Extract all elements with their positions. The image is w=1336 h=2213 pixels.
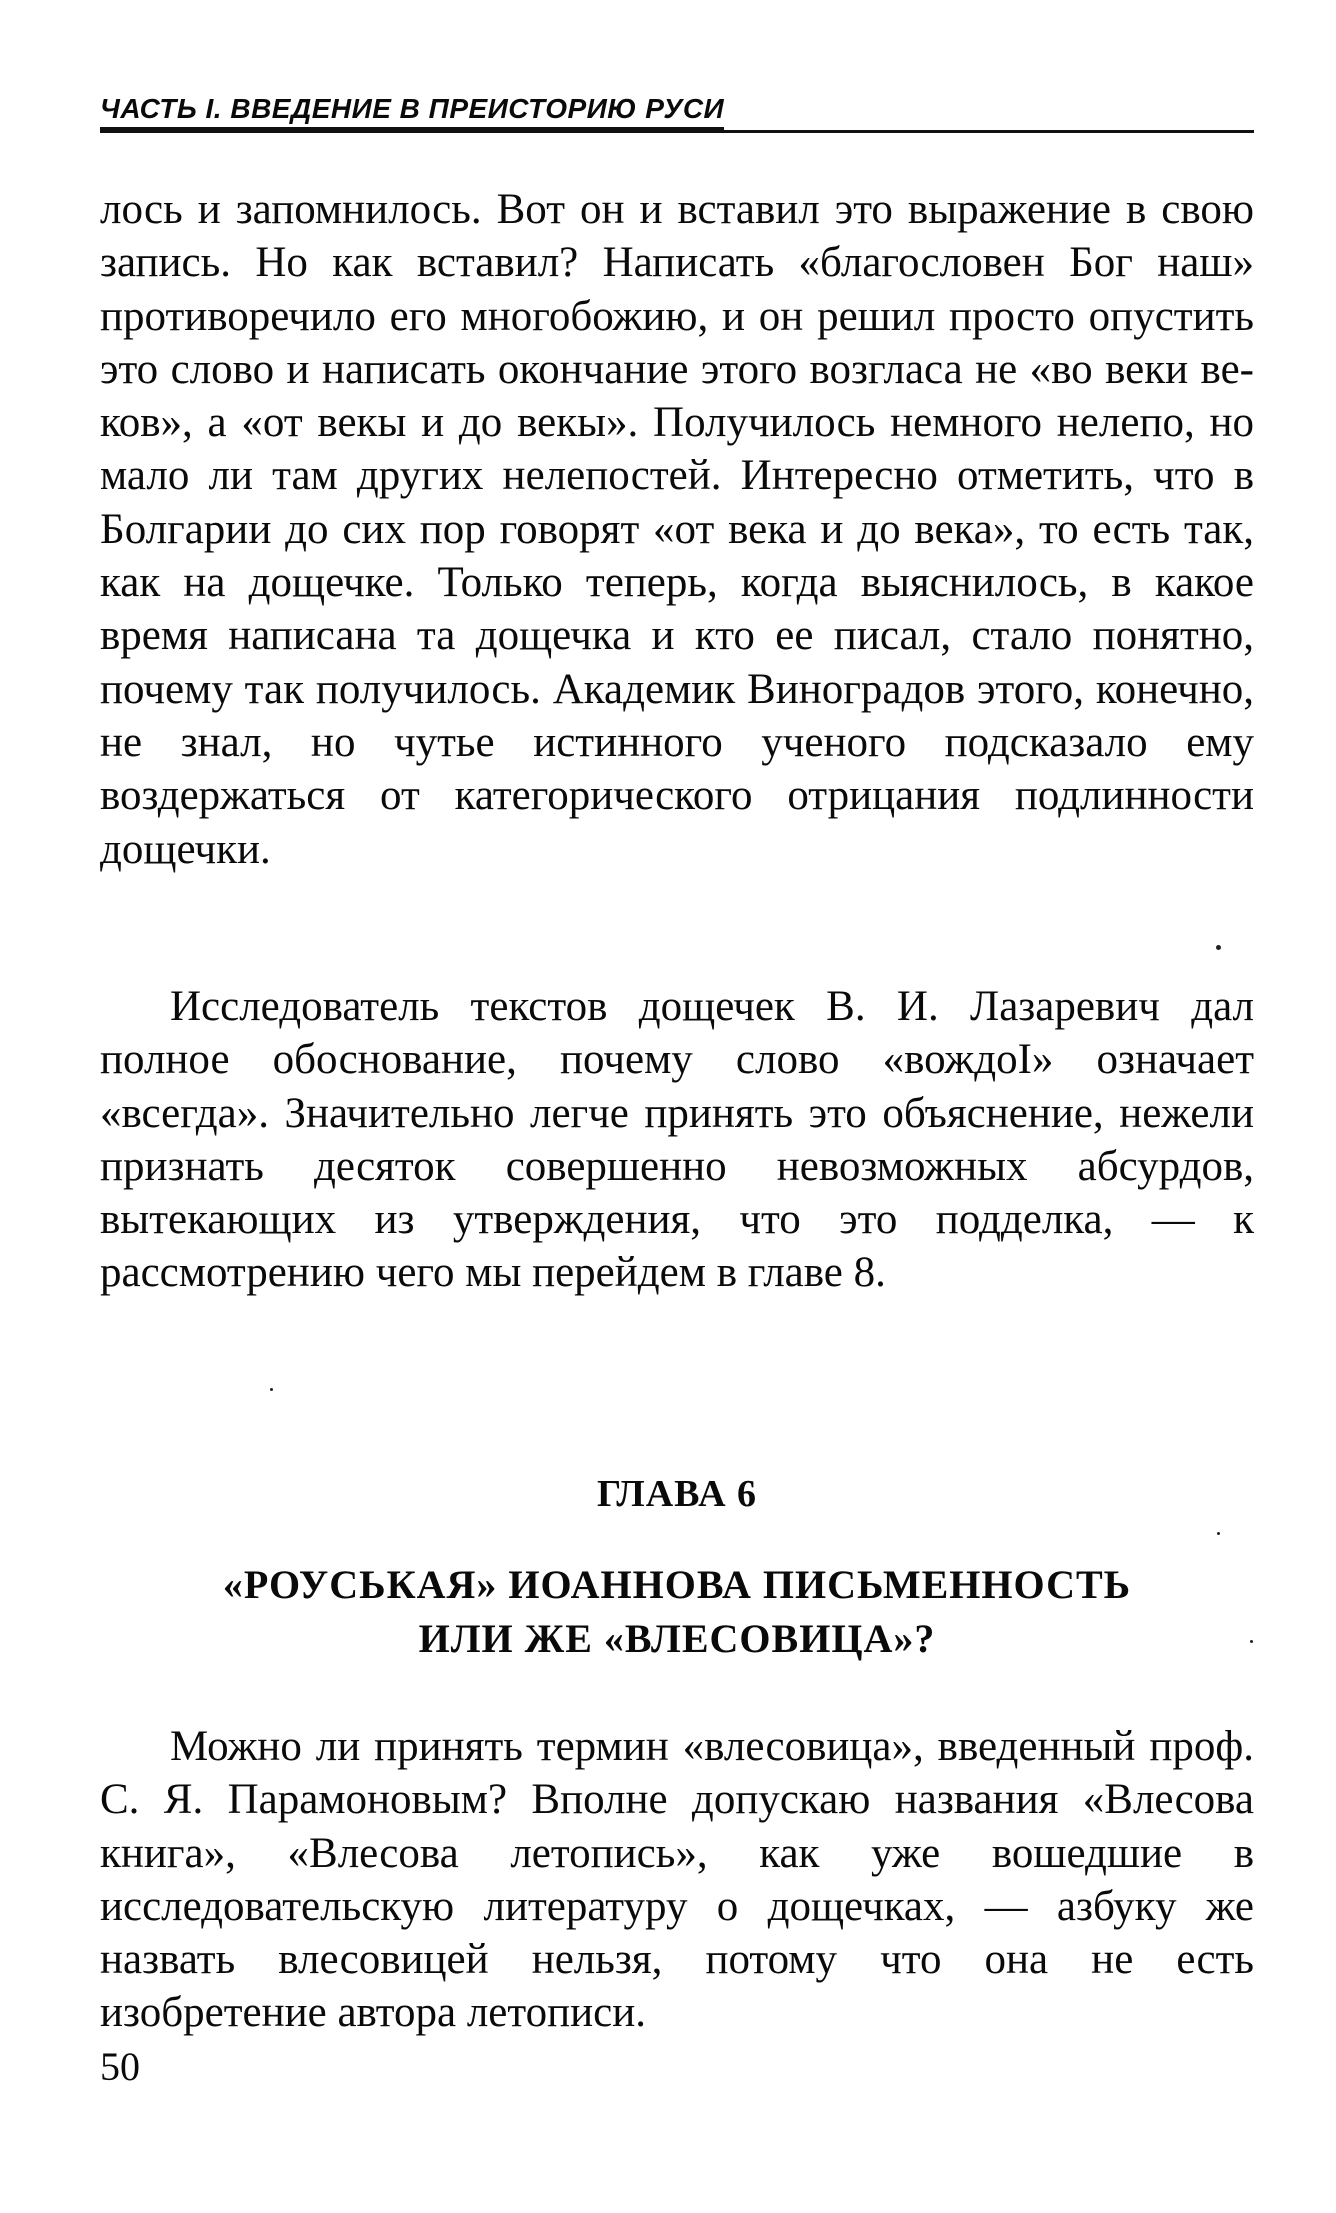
paragraph-continuation-text: лось и запомнилось. Вот он и вставил это выражение в свою запись. Но как вставил? Написать «благословен Бог наш» противоречило его многобожию, и он решил просто опустить это слово и написать окончание этого возгласа не «во веки веков», а «от векы и до векы». Получилось немного нелепо, но мало ли там других нелепостей. Интересно отметить, что в Болгарии до сих пор говорят «от века и до века», то есть так, как на дощечке. Только теперь, когда выяснилось, в какое время написана та дощечка и кто ее писал, стало понятно, почему так получилось. Академик Виноградов этого, конечно, не знал, но чутье истинного ученого подсказало ему воздержаться от категорического отрицания подлинности дощечки.: [100, 186, 1254, 873]
paragraph-lazarevich-text: Исследователь текстов дощечек В. И. Лазаревич дал полное обоснование, почему слово «вождоI» означает «всегда». Значительно легче принять это объяснение, нежели признать десяток совершенно невозможных абсурдов, вытекающих из утверждения, что это подделка, — к рассмотрению чего мы перейдем в главе 8.: [100, 983, 1254, 1297]
scan-speck: [270, 1388, 273, 1391]
body-paragraph-2: [100, 980, 1254, 1300]
scan-speck: [1250, 1640, 1253, 1643]
chapter-title: [100, 1558, 1254, 1666]
body-paragraph-1: [100, 183, 1254, 876]
chapter-number: ГЛАВА 6: [596, 1473, 758, 1515]
body-paragraph-3: [100, 1720, 1254, 2040]
paragraph-vlesovitsa-text: Можно ли принять термин «влесовица», введенный проф. С. Я. Парамоновым? Вполне допускаю названия «Влесова книга», «Влесова летопись», как уже вошедшие в исследовательскую литературу о дощечках, — азбуку же назвать влесовицей нельзя, потому что она не есть изобретение автора летописи.: [100, 1723, 1254, 2037]
running-header: [100, 88, 1254, 133]
chapter-title-line-2: ИЛИ ЖЕ «ВЛЕСОВИЦА»?: [418, 1616, 936, 1661]
chapter-title-line-1: «РОУСЬКАЯ» ИОАННОВА ПИСЬМЕННОСТЬ: [222, 1562, 1132, 1607]
scan-speck: [1217, 1532, 1220, 1535]
page-number: 50: [100, 2044, 140, 2089]
running-header-text: ЧАСТЬ I. ВВЕДЕНИЕ В ПРЕИСТОРИЮ РУСИ: [100, 91, 724, 130]
scan-speck: [1216, 945, 1221, 950]
